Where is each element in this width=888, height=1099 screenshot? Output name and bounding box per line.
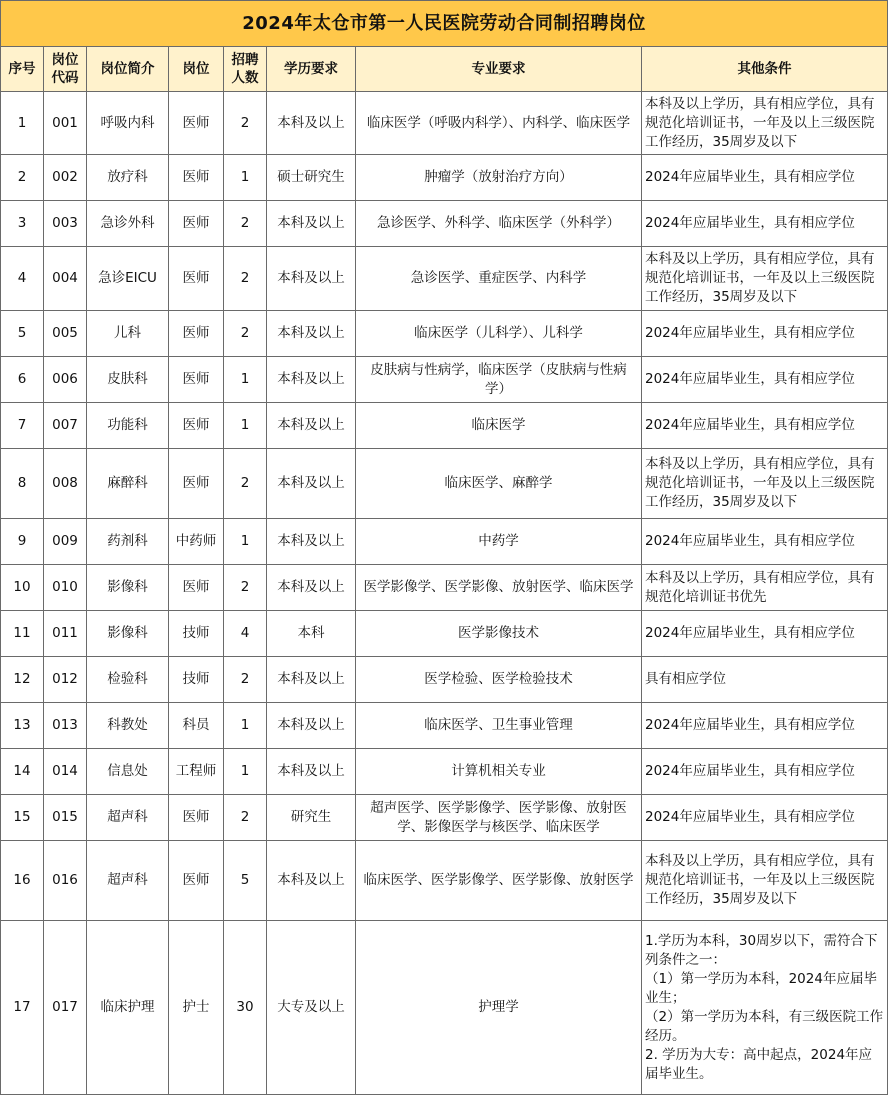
cell-dept: 放疗科 (87, 155, 169, 201)
cell-count: 1 (224, 403, 267, 449)
cell-seq: 10 (1, 565, 44, 611)
cell-code: 008 (44, 449, 87, 519)
cell-major: 临床医学、医学影像学、医学影像、放射医学 (356, 841, 642, 921)
cell-seq: 7 (1, 403, 44, 449)
cell-post: 医师 (169, 403, 224, 449)
cell-other: 2024年应届毕业生，具有相应学位 (642, 155, 888, 201)
table-row (1, 703, 888, 749)
cell-edu: 大专及以上 (267, 921, 356, 1095)
cell-seq: 5 (1, 311, 44, 357)
cell-seq: 17 (1, 921, 44, 1095)
cell-dept: 急诊EICU (87, 247, 169, 311)
cell-edu: 本科及以上 (267, 403, 356, 449)
cell-count: 1 (224, 703, 267, 749)
cell-dept: 影像科 (87, 611, 169, 657)
cell-dept: 功能科 (87, 403, 169, 449)
table-row (1, 201, 888, 247)
table-row (1, 357, 888, 403)
cell-major: 超声医学、医学影像学、医学影像、放射医学、影像医学与核医学、临床医学 (356, 795, 642, 841)
table-row (1, 449, 888, 519)
header-seq: 序号 (1, 47, 44, 92)
cell-code: 009 (44, 519, 87, 565)
cell-major: 中药学 (356, 519, 642, 565)
table-body (1, 92, 888, 1095)
cell-edu: 本科及以上 (267, 565, 356, 611)
cell-other: 本科及以上学历，具有相应学位，具有规范化培训证书，一年及以上三级医院工作经历，35周岁及以下 (642, 92, 888, 155)
cell-major: 临床医学、卫生事业管理 (356, 703, 642, 749)
cell-edu: 本科及以上 (267, 201, 356, 247)
cell-code: 012 (44, 657, 87, 703)
header-other: 其他条件 (642, 47, 888, 92)
cell-other: 2024年应届毕业生，具有相应学位 (642, 703, 888, 749)
cell-edu: 本科及以上 (267, 92, 356, 155)
cell-seq: 1 (1, 92, 44, 155)
cell-count: 30 (224, 921, 267, 1095)
cell-count: 2 (224, 247, 267, 311)
cell-post: 医师 (169, 795, 224, 841)
cell-code: 005 (44, 311, 87, 357)
cell-post: 中药师 (169, 519, 224, 565)
cell-seq: 6 (1, 357, 44, 403)
cell-count: 2 (224, 311, 267, 357)
cell-other: 本科及以上学历，具有相应学位，具有规范化培训证书，一年及以上三级医院工作经历，35周岁及以下 (642, 841, 888, 921)
cell-major: 皮肤病与性病学，临床医学（皮肤病与性病学） (356, 357, 642, 403)
table-row (1, 749, 888, 795)
header-row (1, 47, 888, 92)
table-row (1, 247, 888, 311)
cell-post: 医师 (169, 155, 224, 201)
cell-post: 医师 (169, 449, 224, 519)
cell-dept: 呼吸内科 (87, 92, 169, 155)
cell-count: 5 (224, 841, 267, 921)
table-row (1, 565, 888, 611)
table-row (1, 155, 888, 201)
table-row (1, 657, 888, 703)
table-row (1, 403, 888, 449)
cell-major: 肿瘤学（放射治疗方向） (356, 155, 642, 201)
cell-edu: 本科 (267, 611, 356, 657)
cell-count: 2 (224, 92, 267, 155)
cell-post: 医师 (169, 247, 224, 311)
cell-dept: 超声科 (87, 795, 169, 841)
cell-major: 计算机相关专业 (356, 749, 642, 795)
table-row (1, 519, 888, 565)
header-major: 专业要求 (356, 47, 642, 92)
header-code: 岗位代码 (44, 47, 87, 92)
header-edu: 学历要求 (267, 47, 356, 92)
table-row (1, 795, 888, 841)
cell-dept: 影像科 (87, 565, 169, 611)
cell-other: 2024年应届毕业生，具有相应学位 (642, 403, 888, 449)
cell-count: 2 (224, 201, 267, 247)
cell-code: 007 (44, 403, 87, 449)
cell-code: 014 (44, 749, 87, 795)
cell-seq: 13 (1, 703, 44, 749)
table-row (1, 311, 888, 357)
cell-edu: 本科及以上 (267, 703, 356, 749)
cell-dept: 麻醉科 (87, 449, 169, 519)
cell-post: 医师 (169, 565, 224, 611)
cell-dept: 急诊外科 (87, 201, 169, 247)
cell-code: 001 (44, 92, 87, 155)
cell-post: 技师 (169, 611, 224, 657)
cell-code: 010 (44, 565, 87, 611)
cell-major: 临床医学 (356, 403, 642, 449)
cell-code: 017 (44, 921, 87, 1095)
cell-other: 1.学历为本科，30周岁以下，需符合下列条件之一： （1）第一学历为本科，2024年应届毕业生； （2）第一学历为本科，有三级医院工作经历。 2. 学历为大专：高中起点，2024年应届毕业生。 (642, 921, 888, 1095)
cell-edu: 本科及以上 (267, 749, 356, 795)
cell-other: 2024年应届毕业生，具有相应学位 (642, 611, 888, 657)
cell-other: 2024年应届毕业生，具有相应学位 (642, 519, 888, 565)
cell-code: 003 (44, 201, 87, 247)
cell-edu: 本科及以上 (267, 247, 356, 311)
cell-major: 医学检验、医学检验技术 (356, 657, 642, 703)
table-row (1, 841, 888, 921)
cell-other: 2024年应届毕业生，具有相应学位 (642, 357, 888, 403)
cell-seq: 12 (1, 657, 44, 703)
cell-seq: 15 (1, 795, 44, 841)
cell-major: 临床医学（儿科学）、儿科学 (356, 311, 642, 357)
cell-dept: 科教处 (87, 703, 169, 749)
cell-seq: 8 (1, 449, 44, 519)
cell-major: 急诊医学、外科学、临床医学（外科学） (356, 201, 642, 247)
cell-code: 013 (44, 703, 87, 749)
cell-edu: 本科及以上 (267, 357, 356, 403)
cell-dept: 药剂科 (87, 519, 169, 565)
cell-count: 2 (224, 657, 267, 703)
cell-edu: 本科及以上 (267, 657, 356, 703)
cell-post: 工程师 (169, 749, 224, 795)
cell-edu: 本科及以上 (267, 311, 356, 357)
header-dept: 岗位简介 (87, 47, 169, 92)
cell-code: 002 (44, 155, 87, 201)
cell-post: 护士 (169, 921, 224, 1095)
cell-other: 具有相应学位 (642, 657, 888, 703)
cell-major: 临床医学（呼吸内科学）、内科学、临床医学 (356, 92, 642, 155)
cell-post: 医师 (169, 92, 224, 155)
cell-dept: 信息处 (87, 749, 169, 795)
cell-count: 1 (224, 357, 267, 403)
table-title: 2024年太仓市第一人民医院劳动合同制招聘岗位 (1, 1, 888, 47)
cell-major: 医学影像技术 (356, 611, 642, 657)
cell-edu: 本科及以上 (267, 519, 356, 565)
cell-other: 2024年应届毕业生，具有相应学位 (642, 311, 888, 357)
cell-other: 2024年应届毕业生，具有相应学位 (642, 201, 888, 247)
cell-major: 急诊医学、重症医学、内科学 (356, 247, 642, 311)
cell-dept: 检验科 (87, 657, 169, 703)
cell-other: 本科及以上学历，具有相应学位，具有规范化培训证书，一年及以上三级医院工作经历，35周岁及以下 (642, 247, 888, 311)
cell-other: 本科及以上学历，具有相应学位，具有规范化培训证书优先 (642, 565, 888, 611)
cell-seq: 14 (1, 749, 44, 795)
cell-count: 2 (224, 449, 267, 519)
table-row (1, 921, 888, 1095)
cell-post: 医师 (169, 311, 224, 357)
cell-code: 004 (44, 247, 87, 311)
cell-count: 4 (224, 611, 267, 657)
cell-seq: 16 (1, 841, 44, 921)
cell-edu: 研究生 (267, 795, 356, 841)
cell-seq: 2 (1, 155, 44, 201)
cell-seq: 9 (1, 519, 44, 565)
cell-seq: 4 (1, 247, 44, 311)
cell-post: 技师 (169, 657, 224, 703)
cell-code: 016 (44, 841, 87, 921)
cell-dept: 儿科 (87, 311, 169, 357)
cell-dept: 超声科 (87, 841, 169, 921)
cell-code: 011 (44, 611, 87, 657)
cell-dept: 皮肤科 (87, 357, 169, 403)
cell-count: 1 (224, 155, 267, 201)
cell-post: 科员 (169, 703, 224, 749)
cell-edu: 本科及以上 (267, 449, 356, 519)
cell-count: 1 (224, 749, 267, 795)
cell-seq: 11 (1, 611, 44, 657)
cell-post: 医师 (169, 841, 224, 921)
cell-edu: 本科及以上 (267, 841, 356, 921)
table-row (1, 611, 888, 657)
cell-major: 医学影像学、医学影像、放射医学、临床医学 (356, 565, 642, 611)
cell-code: 006 (44, 357, 87, 403)
cell-other: 2024年应届毕业生，具有相应学位 (642, 749, 888, 795)
cell-other: 2024年应届毕业生，具有相应学位 (642, 795, 888, 841)
cell-other: 本科及以上学历，具有相应学位，具有规范化培训证书，一年及以上三级医院工作经历，35周岁及以下 (642, 449, 888, 519)
cell-seq: 3 (1, 201, 44, 247)
cell-post: 医师 (169, 201, 224, 247)
cell-code: 015 (44, 795, 87, 841)
cell-count: 2 (224, 795, 267, 841)
cell-major: 临床医学、麻醉学 (356, 449, 642, 519)
cell-count: 2 (224, 565, 267, 611)
cell-post: 医师 (169, 357, 224, 403)
header-post: 岗位 (169, 47, 224, 92)
cell-major: 护理学 (356, 921, 642, 1095)
cell-count: 1 (224, 519, 267, 565)
cell-dept: 临床护理 (87, 921, 169, 1095)
table-row (1, 92, 888, 155)
cell-edu: 硕士研究生 (267, 155, 356, 201)
header-count: 招聘人数 (224, 47, 267, 92)
